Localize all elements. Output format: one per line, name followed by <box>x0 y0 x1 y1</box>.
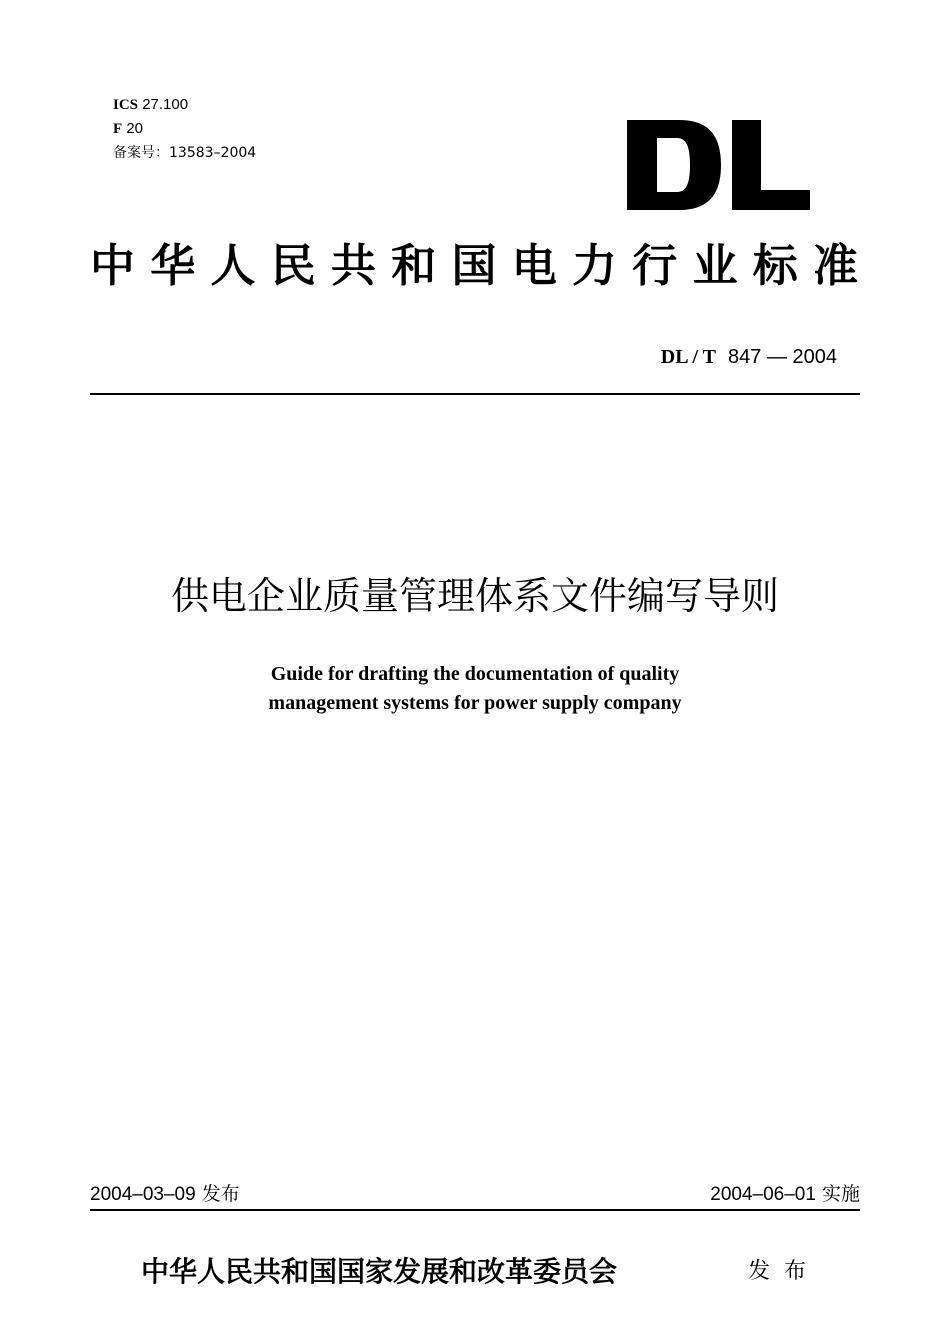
ccs-code <box>113 120 143 138</box>
industry-standard-heading: 中华人民共和国电力行业标准 <box>90 239 860 292</box>
implementation-date <box>710 1182 860 1207</box>
top-divider <box>90 393 860 395</box>
logo-letter-d <box>627 120 721 210</box>
standard-code: DL / T <box>660 346 717 368</box>
implementation-date-value: 2004–06–01 <box>710 1184 816 1205</box>
english-title-line-1: Guide for drafting the documentation of quality <box>270 663 680 685</box>
english-title-line-2: management systems for power supply company <box>268 692 682 714</box>
logo-letter-l <box>732 120 810 210</box>
publish-label: 发布 <box>748 1259 821 1284</box>
issue-date-value: 2004–03–09 <box>90 1184 196 1205</box>
ics-code <box>113 96 188 114</box>
bottom-divider <box>90 1209 860 1211</box>
issue-date <box>90 1182 240 1207</box>
chinese-title: 供电企业质量管理体系文件编写导则 <box>170 574 779 618</box>
standard-num: 847 — 2004 <box>728 346 837 368</box>
standard-number <box>661 343 837 370</box>
ics-value: 27.100 <box>142 96 189 113</box>
implementation-date-label: 实施 <box>821 1183 860 1205</box>
ccs-value: 20 <box>126 120 144 137</box>
english-title <box>0 660 950 718</box>
issuing-authority: 中华人民共和国国家发展和改革委员会 <box>141 1255 618 1288</box>
dl-logo <box>627 120 810 210</box>
issue-date-label: 发布 <box>201 1183 240 1205</box>
record-number: 备案号：13583–2004 <box>113 145 257 161</box>
ccs-label: F <box>113 121 123 137</box>
ics-label: ICS <box>113 97 139 113</box>
